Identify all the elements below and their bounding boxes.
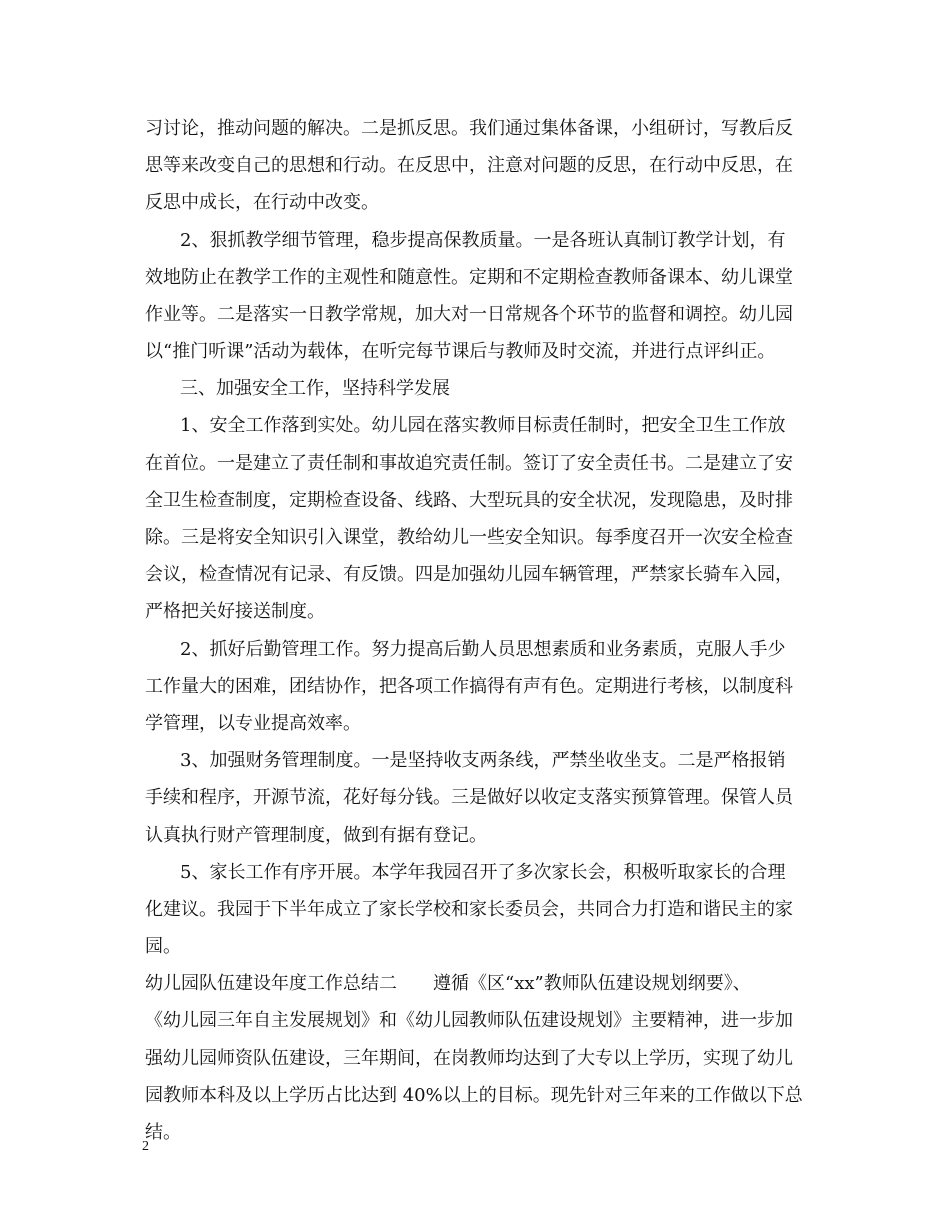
text-line: 化建议。我园于下半年成立了家长学校和家长委员会，共同合力打造和谐民主的家 bbox=[145, 898, 793, 920]
text-line: 结。 bbox=[145, 1122, 181, 1143]
text-line: 思等来改变自己的思想和行动。在反思中，注意对问题的反思，在行动中反思，在 bbox=[145, 155, 793, 177]
text-line: 习讨论，推动问题的解决。二是抓反思。我们通过集体备课，小组研讨，写教后反 bbox=[145, 118, 793, 139]
section-heading: 三、加强安全工作，坚持科学发展 bbox=[180, 378, 450, 400]
paragraph-start-line: 2、狠抓教学细节管理，稳步提高保教质量。一是各班认真制订教学计划，有 bbox=[180, 229, 786, 251]
text-line: 认真执行财产管理制度，做到有据有登记。 bbox=[145, 824, 487, 846]
paragraph-start-line: 1、安全工作落到实处。幼儿园在落实教师目标责任制时，把安全卫生工作放 bbox=[180, 415, 786, 437]
text-line: 反思中成长，在行动中改变。 bbox=[145, 192, 379, 214]
text-line: 以“推门听课”活动为载体，在听完每节课后与教师及时交流，并进行点评纠正。 bbox=[145, 341, 776, 363]
text-line: 强幼儿园师资队伍建设，三年期间，在岗教师均达到了大专以上学历，实现了幼儿 bbox=[145, 1047, 793, 1069]
paragraph-start-line: 5、家长工作有序开展。本学年我园召开了多次家长会，积极听取家长的合理 bbox=[180, 861, 786, 883]
section-title-line: 幼儿园队伍建设年度工作总结二 遵循《区“xx”教师队伍建设规划纲要》、 bbox=[145, 973, 751, 995]
paragraph-start-line: 3、加强财务管理制度。一是坚持收支两条线，严禁坐收坐支。二是严格报销 bbox=[180, 750, 786, 772]
paragraph-start-line: 2、抓好后勤管理工作。努力提高后勤人员思想素质和业务素质，克服人手少 bbox=[180, 638, 786, 660]
text-line: 在首位。一是建立了责任制和事故追究责任制。签订了安全责任书。二是建立了安 bbox=[145, 452, 793, 474]
text-line: 除。三是将安全知识引入课堂，教给幼儿一些安全知识。每季度召开一次安全检查 bbox=[145, 527, 793, 549]
text-line: 作业等。二是落实一日教学常规，加大对一日常规各个环节的监督和调控。幼儿园 bbox=[145, 303, 793, 325]
text-line: 园。 bbox=[145, 936, 181, 958]
text-line: 学管理，以专业提高效率。 bbox=[145, 712, 361, 734]
text-line: 《幼儿园三年自主发展规划》和《幼儿园教师队伍建设规划》主要精神，进一步加 bbox=[145, 1010, 793, 1032]
text-line: 手续和程序，开源节流，花好每分钱。三是做好以收定支落实预算管理。保管人员 bbox=[145, 787, 793, 809]
text-line: 园教师本科及以上学历占比达到 40%以上的目标。现先针对三年来的工作做以下总 bbox=[145, 1084, 803, 1106]
page-number: 2 bbox=[142, 1139, 149, 1154]
text-line: 工作量大的困难，团结协作，把各项工作搞得有声有色。定期进行考核，以制度科 bbox=[145, 675, 793, 697]
text-line: 会议，检查情况有记录、有反馈。四是加强幼儿园车辆管理，严禁家长骑车入园， bbox=[145, 564, 793, 586]
text-line: 全卫生检查制度，定期检查设备、线路、大型玩具的安全状况，发现隐患，及时排 bbox=[145, 489, 793, 511]
text-line: 效地防止在教学工作的主观性和随意性。定期和不定期检查教师备课本、幼儿课堂 bbox=[145, 266, 793, 288]
text-line: 严格把关好接送制度。 bbox=[145, 601, 325, 623]
